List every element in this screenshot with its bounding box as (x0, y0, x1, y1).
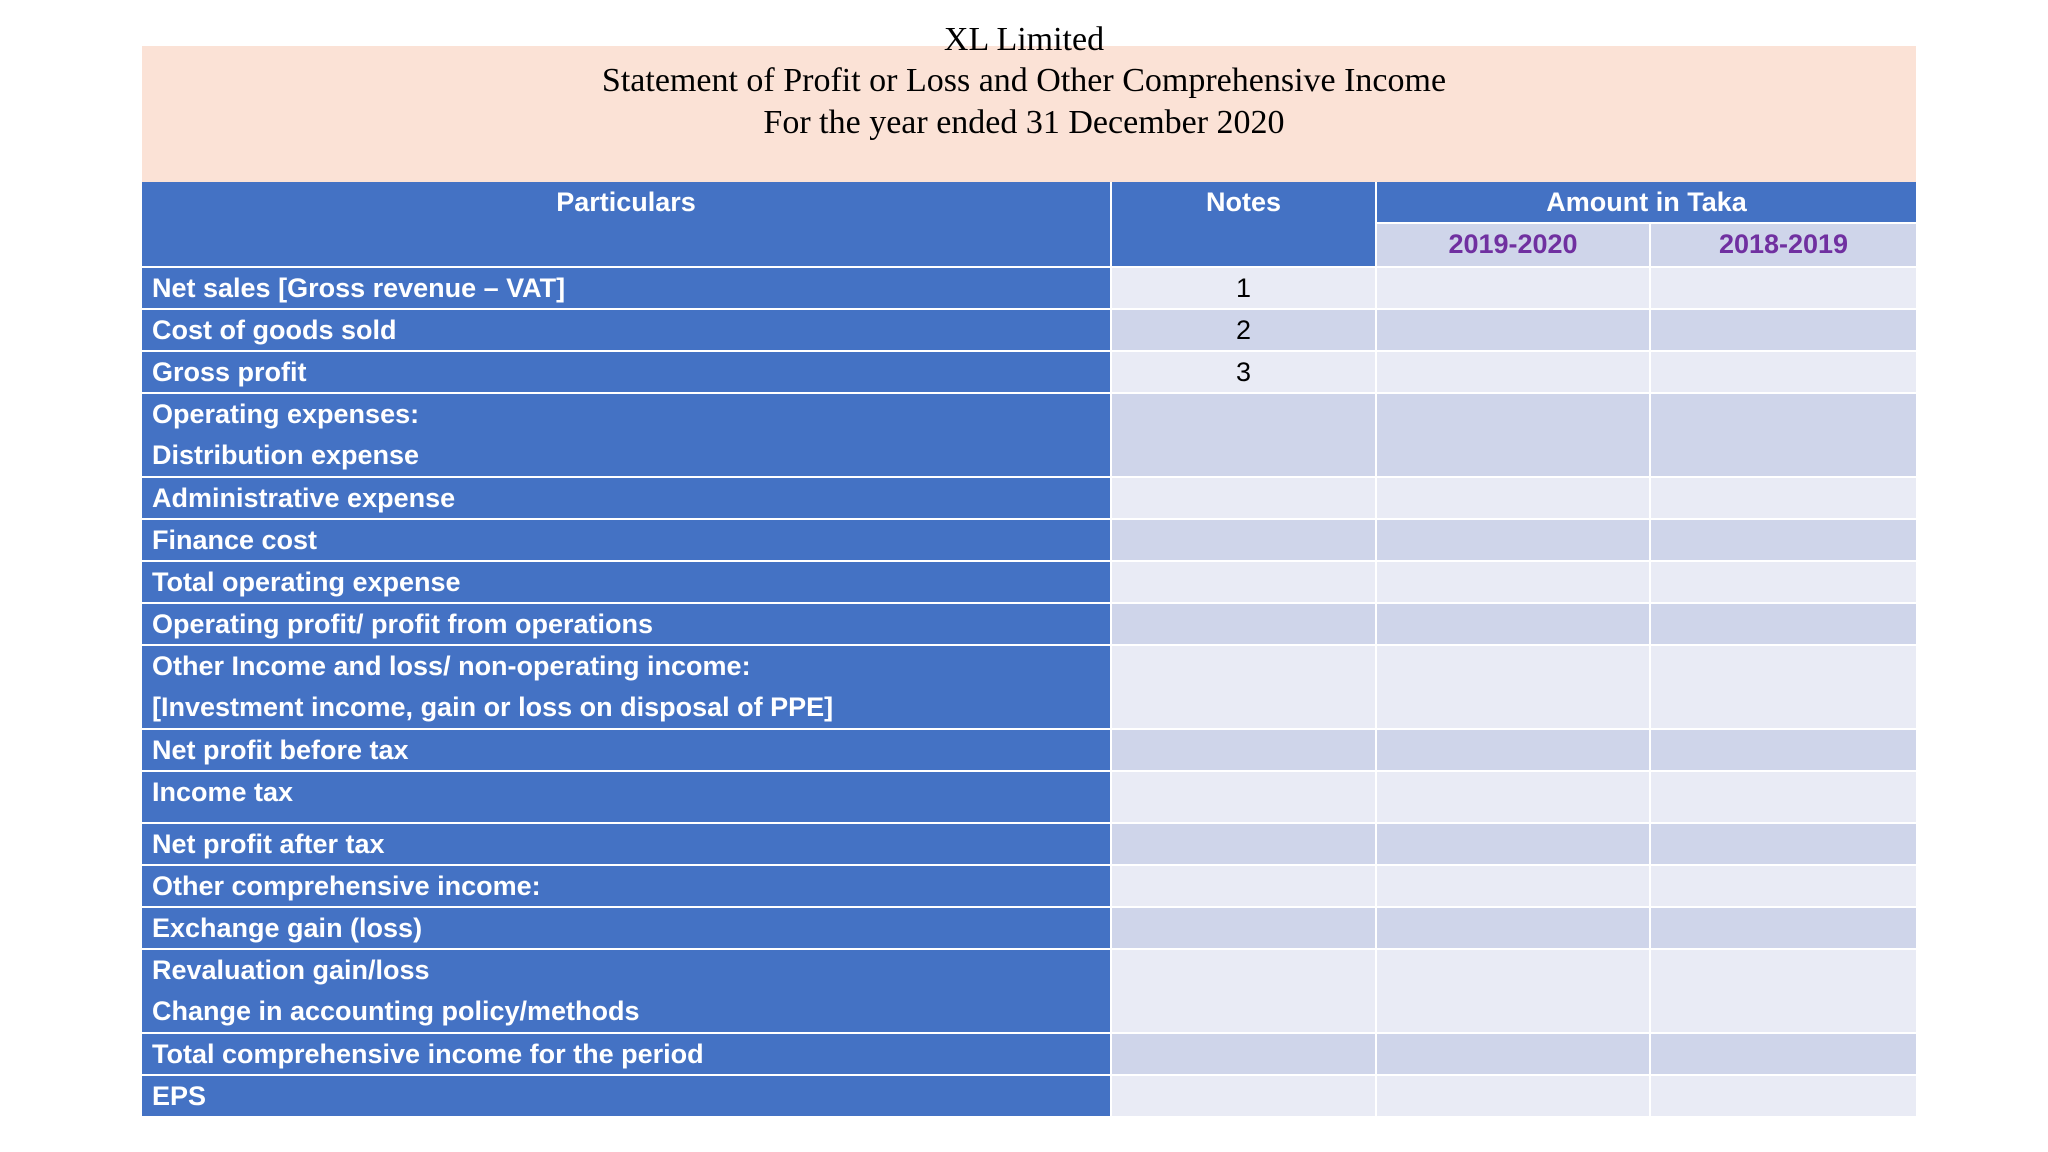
company-name: XL Limited (943, 21, 1105, 58)
table-row-note: 2 (1112, 310, 1375, 350)
table-row-amount-previous (1651, 1076, 1916, 1116)
column-header-amount (1377, 182, 1916, 222)
column-header-particulars (142, 182, 1110, 266)
table-row-amount-previous (1651, 268, 1916, 308)
table-row-label (142, 866, 1110, 906)
table-row-label (142, 478, 1110, 518)
table-row-amount-previous (1651, 646, 1916, 728)
table-row-note (1112, 646, 1375, 728)
row-label-line: Total operating expense (152, 567, 461, 597)
table-row-amount-current (1377, 478, 1649, 518)
row-label-line: Operating expenses: (152, 399, 420, 429)
table-row-amount-previous (1651, 478, 1916, 518)
table-row-label (142, 950, 1110, 1032)
table-row-amount-previous (1651, 824, 1916, 864)
row-label-line: Change in accounting policy/methods (152, 996, 640, 1026)
row-label-line: Cost of goods sold (152, 315, 397, 345)
table-row-label (142, 352, 1110, 392)
table-row-amount-previous (1651, 772, 1916, 822)
table-row-amount-previous (1651, 908, 1916, 948)
table-row-amount-previous (1651, 562, 1916, 602)
table-row-label (142, 1076, 1110, 1116)
table-row-label (142, 824, 1110, 864)
table-row-amount-current (1377, 268, 1649, 308)
row-label-line: Revaluation gain/loss (152, 955, 430, 985)
table-row-note (1112, 1076, 1375, 1116)
row-label-line: Net profit before tax (152, 735, 409, 765)
column-header-year-current (1377, 224, 1649, 266)
table-row-amount-current (1377, 908, 1649, 948)
table-row-label (142, 1034, 1110, 1074)
year-current-label: 2019-2020 (1448, 229, 1578, 259)
table-row-amount-current (1377, 730, 1649, 770)
table-row-note: 3 (1112, 352, 1375, 392)
table-row-label (142, 646, 1110, 728)
table-row-label (142, 268, 1110, 308)
row-label-line: Income tax (152, 777, 294, 807)
table-row-amount-previous (1651, 310, 1916, 350)
row-label-line: Net sales [Gross revenue – VAT] (152, 273, 566, 303)
table-row-label (142, 310, 1110, 350)
statement-title: Statement of Profit or Loss and Other Comprehensive Income (601, 62, 1447, 99)
table-row-amount-previous (1651, 394, 1916, 476)
table-row-note (1112, 866, 1375, 906)
table-row-amount-previous (1651, 730, 1916, 770)
table-row-note (1112, 772, 1375, 822)
row-label-line: Operating profit/ profit from operations (152, 609, 653, 639)
table-row-amount-current (1377, 866, 1649, 906)
table-row-label (142, 730, 1110, 770)
table-row-note: 1 (1112, 268, 1375, 308)
table-row-amount-current (1377, 1076, 1649, 1116)
row-label-line: Administrative expense (152, 483, 456, 513)
statement-period: For the year ended 31 December 2020 (763, 104, 1285, 141)
table-row-amount-previous (1651, 866, 1916, 906)
table-row-label (142, 394, 1110, 476)
table-row-amount-current (1377, 520, 1649, 560)
table-row-label (142, 520, 1110, 560)
row-label-line: Exchange gain (loss) (152, 913, 423, 943)
table-row-amount-previous (1651, 604, 1916, 644)
table-row-note (1112, 520, 1375, 560)
row-label-line: Other comprehensive income: (152, 871, 541, 901)
table-row-amount-current (1377, 772, 1649, 822)
table-row-note (1112, 1034, 1375, 1074)
row-label-line: Finance cost (152, 525, 318, 555)
column-header-amount-label: Amount in Taka (1546, 187, 1747, 217)
table-row-amount-current (1377, 824, 1649, 864)
column-header-notes-label: Notes (1205, 187, 1281, 217)
table-row-note (1112, 478, 1375, 518)
column-header-year-previous (1651, 224, 1916, 266)
table-row-label (142, 562, 1110, 602)
table-row-amount-current (1377, 950, 1649, 1032)
table-row-amount-current (1377, 310, 1649, 350)
table-row-amount-current (1377, 1034, 1649, 1074)
table-row-amount-current (1377, 646, 1649, 728)
row-label-line: Distribution expense (152, 440, 420, 470)
column-header-particulars-label: Particulars (556, 187, 696, 217)
row-label-line: Net profit after tax (152, 829, 385, 859)
table-row-label (142, 604, 1110, 644)
row-label-line: Gross profit (152, 357, 307, 387)
table-row-amount-previous (1651, 520, 1916, 560)
table-row-label (142, 772, 1110, 822)
table-row-note (1112, 604, 1375, 644)
table-row-note (1112, 950, 1375, 1032)
table-row-amount-previous (1651, 352, 1916, 392)
table-row-note (1112, 730, 1375, 770)
column-header-notes (1112, 182, 1375, 266)
table-row-note (1112, 824, 1375, 864)
row-label-line: [Investment income, gain or loss on disposal of PPE] (152, 692, 834, 722)
table-row-amount-previous (1651, 1034, 1916, 1074)
table-row-note (1112, 394, 1375, 476)
row-label-line: EPS (152, 1081, 207, 1111)
table-row-amount-current (1377, 394, 1649, 476)
row-label-line: Total comprehensive income for the period (152, 1039, 704, 1069)
table-row-note (1112, 562, 1375, 602)
table-row-amount-current (1377, 604, 1649, 644)
row-label-line: Other Income and loss/ non-operating income: (152, 651, 751, 681)
table-row-note (1112, 908, 1375, 948)
year-previous-label: 2018-2019 (1718, 229, 1849, 259)
table-row-amount-previous (1651, 950, 1916, 1032)
table-row-amount-current (1377, 562, 1649, 602)
table-row-amount-current (1377, 352, 1649, 392)
table-row-label (142, 908, 1110, 948)
